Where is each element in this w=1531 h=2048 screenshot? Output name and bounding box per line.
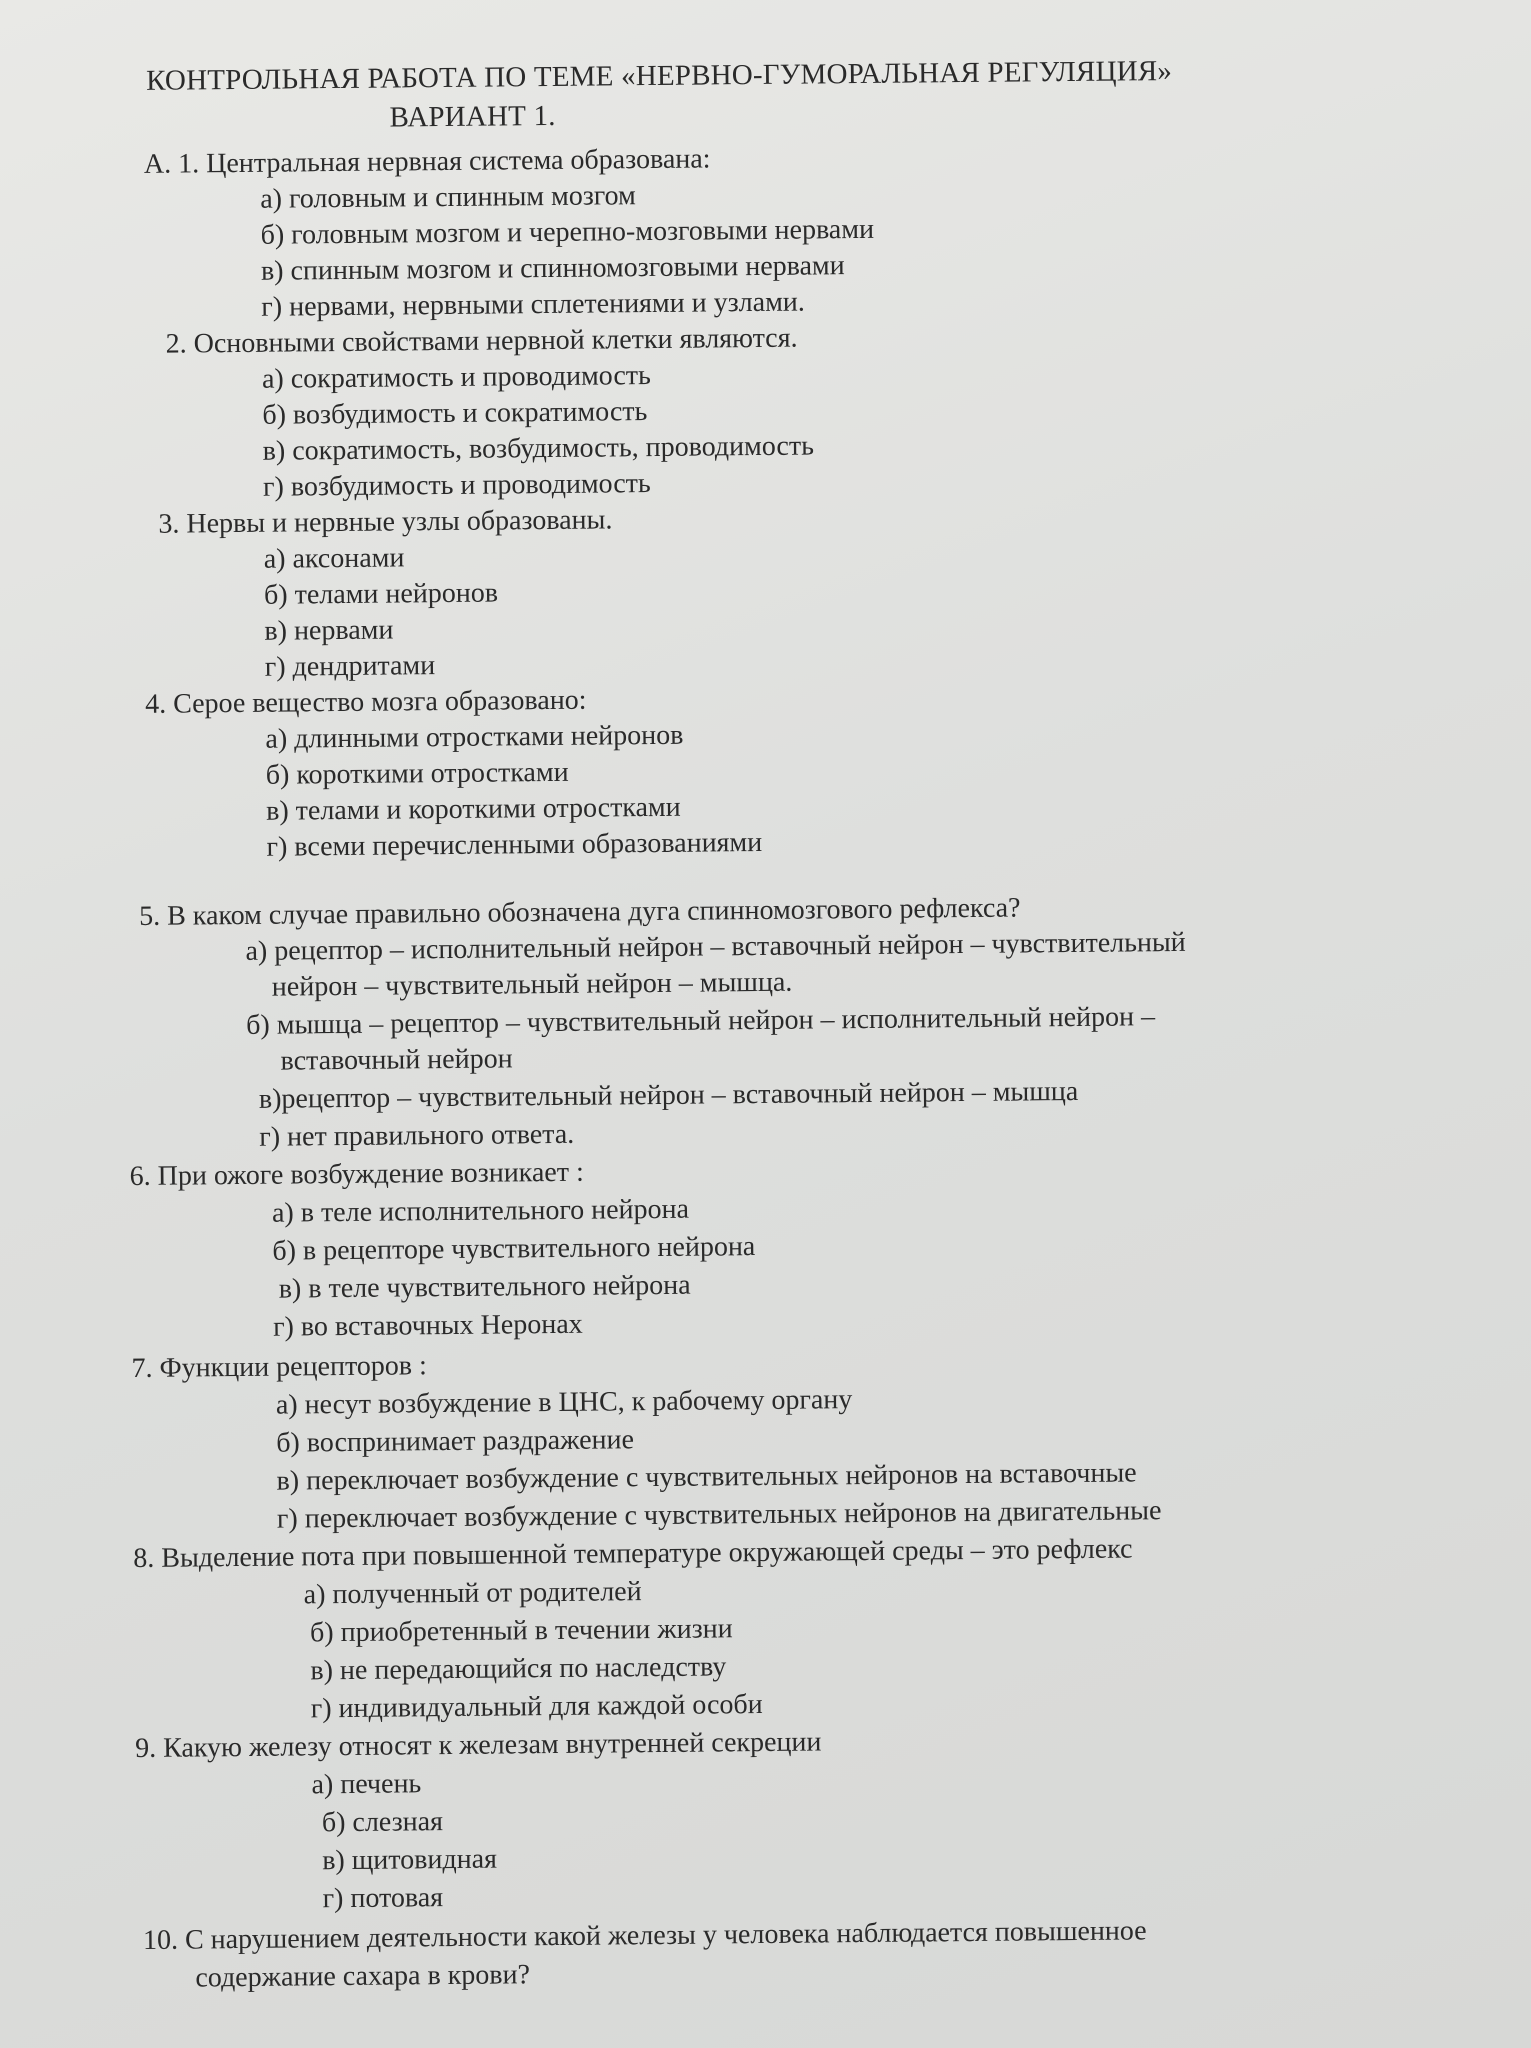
question-2: 2. Основными свойствами нервной клетки являются.	[165, 322, 798, 360]
option-8c: в) не передающийся по наследству	[310, 1651, 727, 1687]
page-title: КОНТРОЛЬНАЯ РАБОТА ПО ТЕМЕ «НЕРВНО-ГУМОРАЛЬНАЯ РЕГУЛЯЦИЯ»	[145, 55, 1173, 97]
option-7a: а) несут возбуждение в ЦНС, к рабочему органу	[275, 1384, 853, 1421]
question-9: 9. Какую железу относят к железам внутренней секреции	[135, 1726, 822, 1765]
option-7c: в) переключает возбуждение с чувствительных нейронов на вставочные	[276, 1457, 1137, 1497]
option-8b: б) приобретенный в течении жизни	[309, 1613, 733, 1649]
option-6c: в) в теле чувствительного нейрона	[278, 1269, 691, 1305]
question-8: 8. Выделение пота при повышенной температуре окружающей среды – это рефлекс	[133, 1533, 1133, 1575]
option-8d: г) индивидуальный для каждой особи	[310, 1689, 763, 1725]
question-10-cont: содержание сахара в крови?	[195, 1959, 531, 1994]
option-5c: в)рецептор – чувствительный нейрон – вставочный нейрон – мышца	[258, 1075, 1079, 1115]
option-2c: в) сократимость, возбудимость, проводимость	[262, 430, 815, 467]
option-3a: а) аксонами	[263, 542, 405, 575]
option-3b: б) телами нейронов	[263, 577, 499, 611]
option-3c: в) нервами	[264, 614, 394, 647]
option-3d: г) дендритами	[264, 650, 436, 683]
option-1b: б) головным мозгом и черепно-мозговыми нервами	[260, 213, 875, 251]
option-4a: а) длинными отростками нейронов	[265, 719, 684, 755]
option-6d: г) во вставочных Неронах	[272, 1308, 583, 1343]
option-1d: г) нервами, нервными сплетениями и узлами.	[261, 286, 805, 323]
option-5a: а) рецептор – исполнительный нейрон – вставочный нейрон – чувствительный	[245, 926, 1186, 967]
option-5d: г) нет правильного ответа.	[259, 1118, 575, 1153]
option-2d: г) возбудимость и проводимость	[262, 468, 651, 503]
option-9d: г) потовая	[322, 1882, 444, 1915]
question-6: 6. При ожоге возбуждение возникает :	[129, 1156, 584, 1193]
question-4: 4. Серое вещество мозга образовано:	[144, 684, 587, 720]
option-4c: в) телами и короткими отростками	[266, 791, 681, 827]
option-4b: б) короткими отростками	[265, 756, 569, 791]
option-1c: в) спинным мозгом и спинномозговыми нервами	[260, 250, 845, 287]
question-5: 5. В каком случае правильно обозначена дуга спинномозгового рефлекса?	[139, 892, 1021, 932]
option-4d: г) всеми перечисленными образованиями	[266, 826, 763, 863]
option-6a: а) в теле исполнительного нейрона	[271, 1193, 690, 1229]
option-5a-cont: нейрон – чувствительный нейрон – мышца.	[271, 966, 793, 1003]
question-3: 3. Нервы и нервные узлы образованы.	[158, 504, 613, 540]
option-7b: б) воспринимает раздражение	[276, 1424, 635, 1459]
option-5b-cont: вставочный нейрон	[280, 1043, 513, 1077]
variant-label: ВАРИАНТ 1.	[389, 99, 556, 134]
question-1: А. 1. Центральная нервная система образована:	[143, 143, 711, 180]
option-6b: б) в рецепторе чувствительного нейрона	[272, 1231, 756, 1267]
question-10: 10. С нарушением деятельности какой железы у человека наблюдается повышенное	[142, 1915, 1147, 1956]
option-8a: а) полученный от родителей	[303, 1576, 642, 1611]
option-2b: б) возбудимость и сократимость	[262, 396, 648, 431]
question-7: 7. Функции рецепторов :	[131, 1350, 428, 1385]
option-9a: а) печень	[311, 1768, 422, 1801]
option-5b: б) мышца – рецептор – чувствительный нейрон – исполнительный нейрон –	[246, 1001, 1156, 1041]
option-9c: в) щитовидная	[322, 1843, 498, 1877]
option-7d: г) переключает возбуждение с чувствительных нейронов на двигательные	[276, 1495, 1162, 1535]
option-1a: а) головным и спинным мозгом	[260, 180, 636, 215]
option-9b: б) слезная	[321, 1806, 444, 1839]
option-2a: а) сократимость и проводимость	[261, 360, 651, 395]
